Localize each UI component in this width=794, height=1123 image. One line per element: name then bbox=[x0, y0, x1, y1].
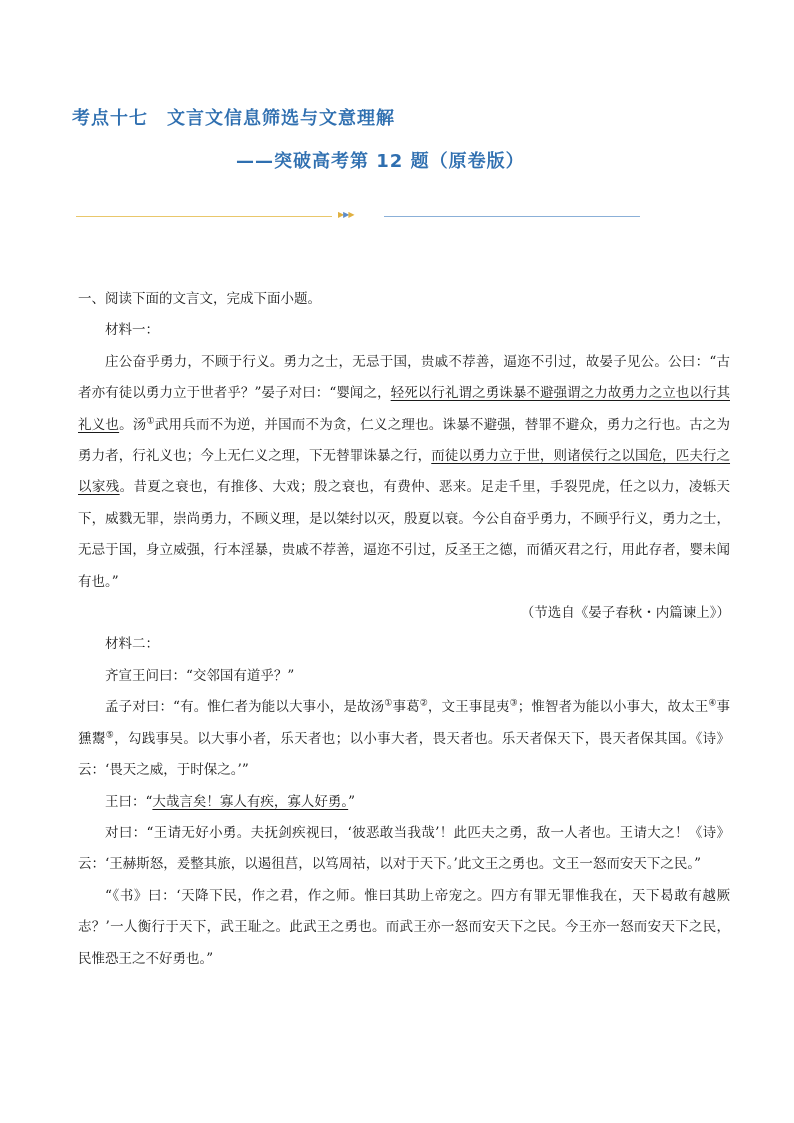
text-run: ；惟智者为能以小事大，故太王 bbox=[517, 699, 709, 716]
question-content bbox=[78, 284, 730, 975]
text-run: ” bbox=[348, 793, 356, 810]
triple-arrow-icon: ▶▶▶ bbox=[338, 210, 354, 219]
text-run: ，文王事昆夷 bbox=[427, 699, 510, 716]
text-run: 王曰：“ bbox=[105, 793, 153, 810]
underlined-sentence-2: 而徒以勇力立于世，则诸侯行之以国危，匹夫行之以家残 bbox=[78, 448, 731, 496]
text-run: 孟子对曰：“有。惟仁者为能以大事小，是故汤 bbox=[105, 699, 385, 716]
material2-label: 材料二： bbox=[105, 636, 159, 653]
footnote-mark: ① bbox=[146, 416, 155, 427]
footnote-mark: ④ bbox=[708, 698, 717, 709]
text-run: 。汤 bbox=[119, 416, 147, 433]
material2-paragraph-3 bbox=[78, 787, 730, 818]
underlined-sentence-1: 轻死以行礼谓之勇诛暴不避强谓之力故勇力之立也以行其礼义也 bbox=[78, 385, 730, 433]
footnote-mark: ③ bbox=[509, 698, 518, 709]
text-run: ，勾践事吴。以大事小者，乐天者也；以小事大者，畏天者也。乐天者保天下，畏天者保其国。《诗》云：‘畏天之威，于时保之。’” bbox=[78, 730, 731, 779]
divider-line-left bbox=[76, 216, 332, 217]
question-intro: 一、阅读下面的文言文，完成下面小题。 bbox=[78, 291, 321, 307]
page-subtitle: ——突破高考第 12 题（原卷版） bbox=[236, 151, 525, 172]
text-run: 事葛 bbox=[392, 699, 420, 716]
underlined-sentence-3: 大哉言矣！寡人有疾，寡人好勇。 bbox=[152, 793, 349, 810]
footnote-mark: ⑤ bbox=[105, 730, 115, 741]
text-run: 。昔夏之衰也，有推侈、大戏；殷之衰也，有费仲、恶来。足走千里，手裂兕虎，任之以力，凌轹天下，威戮无罪，崇尚勇力，不顾义理，是以桀纣以灭，殷夏以衰。今公自奋乎勇力，不顾乎行义，勇力之士，无忌于国，身立威强，行本淫暴，贵戚不荐善，逼迩不引过，反圣王之德，而循灭君之行，用此存者，婴未闻有也。” bbox=[78, 479, 731, 590]
text-run: 事獯鬻 bbox=[78, 699, 731, 747]
footnote-mark: ① bbox=[384, 698, 393, 709]
text-run: 庄公奋乎勇力，不顾于行义。勇力之士，无忌于国，贵戚不荐善，逼迩不引过，故晏子见公。公曰：“古者亦有徒以勇力立于世者乎？”晏子对曰：“婴闻之， bbox=[78, 353, 730, 402]
text-run: 武用兵而不为逆，并国而不为贪，仁义之理也。诛暴不避强，替罪不避众，勇力之行也。古之为勇力者，行礼义也；今上无仁义之理，下无替罪诛暴之行， bbox=[78, 416, 731, 465]
material2-paragraph-1: 齐宣王问曰：“交邻国有道乎？” bbox=[105, 667, 295, 684]
material1-paragraph bbox=[78, 347, 730, 598]
page-title: 考点十七 文言文信息筛选与文意理解 bbox=[72, 108, 395, 129]
material1-label: 材料一： bbox=[105, 322, 159, 339]
material2-paragraph-2 bbox=[78, 692, 730, 786]
divider-line-right bbox=[384, 216, 640, 217]
material2-paragraph-5: “《书》曰：‘天降下民，作之君，作之师。惟曰其助上帝宠之。四方有罪无罪惟我在，天下曷敢有越厥志？’一人衡行于天下，武王耻之。此武王之勇也。而武王亦一怒而安天下之民。今王亦一怒而安天下之民，民惟恐王之不好勇也。” bbox=[78, 887, 730, 967]
decorative-divider bbox=[76, 210, 640, 222]
material1-source: （节选自《晏子春秋・内篇谏上》） bbox=[520, 605, 730, 622]
footnote-mark: ② bbox=[419, 698, 428, 709]
material2-paragraph-4: 对曰：“王请无好小勇。夫抚剑疾视曰，‘彼恶敢当我哉’！此匹夫之勇，敌一人者也。王请大之！《诗》云：‘王赫斯怒，爰整其旅，以遏徂莒，以笃周祜，以对于天下。’此文王之勇也。文王一怒而安天下之民。” bbox=[78, 824, 730, 873]
